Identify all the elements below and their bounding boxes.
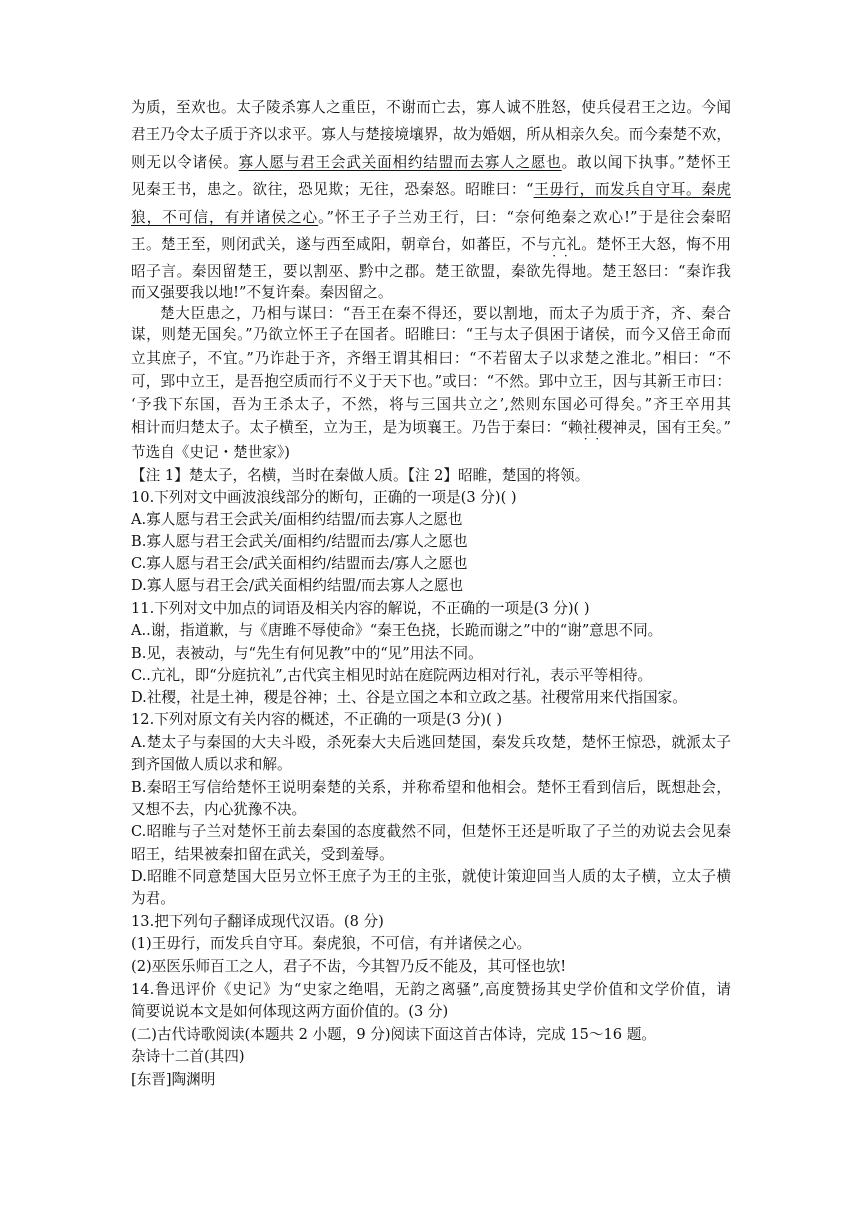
- passage-line: 相计而归楚太子。太子横至，立为王，是为顷襄王。乃告于秦曰：“赖社稷 · ·神灵，国有王矣。”: [131, 418, 731, 438]
- question-13-sentence-1: (1)王毋行，而发兵自守耳。秦虎狼，不可信，有并诸侯之心。: [131, 935, 532, 952]
- passage-line: 昭子言。秦因留楚王，要以割巫、黔中之郡。楚王欲盟，秦欲先得地。楚王怒曰：“秦诈我: [131, 263, 731, 280]
- passage-line: 君王乃令太子质于齐以求平。寡人与楚接境壤界，故为婚姻，所从相亲久矣。而今秦楚不欢，: [131, 126, 731, 143]
- question-12-option-d: D.昭睢不同意楚国大臣另立怀王庶子为王的主张，就使计策迎回当人质的太子横，立太子横: [131, 868, 731, 885]
- passage-line: 狼，不可信，有并诸侯之心。”怀王子子兰劝王行，曰：“奈何绝秦之欢心!”于是往会秦昭: [131, 209, 731, 226]
- question-12-option-d-cont: 为君。: [131, 890, 175, 907]
- question-13-stem: 13.把下列句子翻译成现代汉语。(8 分): [131, 913, 384, 930]
- question-12-option-b-cont: 又想不去，内心犹豫不决。: [131, 801, 307, 818]
- passage-line: 谋，则楚无国矣。”乃欲立怀王子在国者。昭睢曰：“王与太子俱困于诸侯，而今又倍王命而: [131, 326, 731, 343]
- source-citation: 节选自《史记・楚世家》): [131, 444, 290, 461]
- question-11-option-a: A..谢，指道歉，与《唐雎不辱使命》“秦王色挠，长跪而谢之”中的“谢”意思不同。: [131, 622, 663, 639]
- question-11-stem: 11.下列对文中加点的词语及相关内容的解说，不正确的一项是(3 分)( ): [131, 600, 590, 617]
- question-10-option-b: B.寡人愿与君王会武关/面相约/结盟而去/寡人之愿也: [131, 533, 468, 550]
- passage-line: 楚大臣患之，乃相与谋曰：“吾王在秦不得还，要以割地，而太子为质于齐，齐、秦合: [160, 305, 731, 322]
- question-12-stem: 12.下列对原文有关内容的概述，不正确的一项是(3 分)( ): [131, 711, 503, 728]
- dotted-word: 社稷 · ·: [583, 419, 613, 436]
- passage-line: 见秦王书，患之。欲往，恐见欺；无往，恐秦怒。昭睢曰：“王毋行，而发兵自守耳。秦虎: [131, 181, 731, 198]
- section-heading: (二)古代诗歌阅读(本题共 2 小题，9 分)阅读下面这首古体诗，完成 15～16 题。: [131, 1026, 656, 1043]
- question-11-option-b: B.见，表被动，与“先生有何见教”中的“见”用法不同。: [131, 645, 483, 662]
- question-14-stem: 14.鲁迅评价《史记》为“史家之绝唱，无韵之离骚”,高度赞扬其史学价值和文学价值，请: [131, 981, 731, 998]
- underlined-text: 王毋行，而发兵自守耳。秦虎: [533, 181, 731, 198]
- question-11-option-d: D.社稷，社是土神，稷是谷神；土、谷是立国之本和立政之基。社稷常用来代指国家。: [131, 689, 687, 706]
- question-12-option-a-cont: 到齐国做人质以求和解。: [131, 756, 292, 773]
- question-10-option-d: D.寡人愿与君王会/武关面相约结盟/而去寡人之愿也: [131, 577, 464, 594]
- question-12-option-b: B.秦昭王写信给楚怀王说明秦楚的关系，并称希望和他相会。楚怀王看到信后，既想赴会，: [131, 779, 731, 796]
- passage-line: 可，郢中立王，是吾抱空质而行不义于天下也。”或曰：“不然。郢中立王，因与其新王市曰：: [131, 373, 731, 390]
- passage-line: ‘予我下东国，吾为王杀太子，不然，将与三国共立之’,然则东国必可得矣。”齐王卒用其: [131, 396, 731, 413]
- wavy-underlined-text: 寡人愿与君王会武关面相约结盟而去寡人之愿也: [238, 154, 562, 171]
- poem-title: 杂诗十二首(其四): [131, 1048, 245, 1065]
- poem-author: [东晋]陶渊明: [131, 1071, 216, 1088]
- passage-line: 为质，至欢也。太子陵杀寡人之重臣，不谢而亡去，寡人诚不胜怒，使兵侵君王之边。今闻: [131, 99, 731, 116]
- passage-line: 则无以令诸侯。寡人愿与君王会武关面相约结盟而去寡人之愿也。敢以闻下执事。”楚怀王: [131, 154, 731, 171]
- underlined-text: 狼，不可信，有并诸侯之心: [131, 209, 319, 226]
- question-12-option-c: C.昭睢与子兰对楚怀王前去秦国的态度截然不同，但楚怀王还是听取了子兰的劝说去会见秦: [131, 823, 731, 840]
- annotation-notes: 【注 1】楚太子，名横，当时在秦做人质。【注 2】昭睢，楚国的将领。: [131, 467, 590, 484]
- question-13-sentence-2: (2)巫医乐师百工之人，君子不齿，今其智乃反不能及，其可怪也欤!: [131, 958, 567, 975]
- dotted-word: 亢礼 · ·: [551, 236, 581, 253]
- question-11-option-c: C..亢礼，即“分庭抗礼”,古代宾主相见时站在庭院两边相对行礼，表示平等相待。: [131, 667, 653, 684]
- question-10-option-a: A.寡人愿与君王会武关/面相约结盟/而去寡人之愿也: [131, 511, 463, 528]
- question-10-stem: 10.下列对文中画波浪线部分的断句，正确的一项是(3 分)( ): [131, 489, 517, 506]
- passage-line: 王。楚王至，则闭武关，遂与西至咸阳，朝章台，如蕃臣，不与亢礼 · ·。楚怀王大怒，悔不用: [131, 235, 731, 255]
- passage-line: 而又强要我以地!”不复许秦。秦因留之。: [131, 284, 393, 301]
- passage-line: 立其庶子，不宜。”乃诈赴于齐，齐缗王谓其相曰：“不若留太子以求楚之淮北。”相曰：“不: [131, 350, 731, 367]
- question-12-option-a: A.楚太子与秦国的大夫斗殴，杀死秦大夫后逃回楚国，秦发兵攻楚，楚怀王惊恐，就派太子: [131, 734, 731, 751]
- question-12-option-c-cont: 昭王，结果被秦扣留在武关，受到羞辱。: [131, 846, 394, 863]
- question-14-stem-cont: 简要说说本文是如何体现这两方面价值的。(3 分): [131, 1003, 449, 1020]
- question-10-option-c: C.寡人愿与君王会/武关面相约/结盟而去/寡人之愿也: [131, 555, 468, 572]
